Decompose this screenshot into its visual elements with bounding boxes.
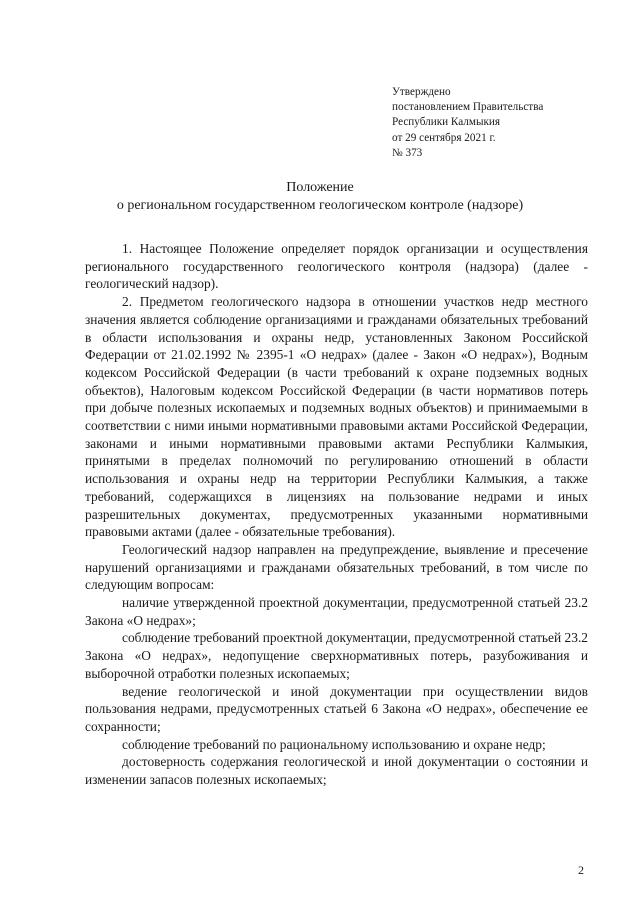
document-title: Положение xyxy=(286,180,354,195)
approval-line: Республики Калмыкия xyxy=(392,116,501,129)
paragraph: ведение геологической и иной документации при осуществлении видов пользования недрами, предусмотренных статьей 6 Закона «О недрах», обеспечение ее сохранности; xyxy=(85,683,588,734)
document-subtitle: о региональном государственном геологическом контроле (надзоре) xyxy=(116,198,524,213)
paragraph: Геологический надзор направлен на предупреждение, выявление и пресечение нарушений организациями и гражданами обязательных требований, в том числе по следующим вопросам: xyxy=(85,541,588,593)
paragraph: наличие утвержденной проектной документации, предусмотренной статьей 23.2 Закона «О недрах»; xyxy=(85,595,588,628)
paragraph: соблюдение требований проектной документации, предусмотренной статьей 23.2 Закона «О недрах», недопущение сверхнормативных потерь, разубоживания и выборочной отработки полезных ископаемых; xyxy=(85,630,588,681)
approval-date: от 29 сентября 2021 г. xyxy=(392,131,496,144)
approval-stamp xyxy=(392,85,543,161)
approval-number: № 373 xyxy=(392,146,423,159)
paragraph: соблюдение требований по рациональному использованию и охране недр; xyxy=(122,736,546,752)
paragraph: достоверность содержания геологической и иной документации о состоянии и изменении запасов полезных ископаемых; xyxy=(85,754,588,788)
page-number: 2 xyxy=(578,863,584,877)
document-body xyxy=(85,240,588,789)
paragraph: 2. Предметом геологического надзора в отношении участков недр местного значения является соблюдение организациями и гражданами обязательных требований в области использования и охраны недр, установленных Законом Российской Федерации от 21.02.1992 № 2395-1 «О недрах» (далее - Закон «О недрах»), Водным кодексом Российской Федерации (в части требований к охране подземных водных объектов), Налоговым кодексом Российской Федерации (в части нормативов потерь при добыче полезных ископаемых и подземных водных объектов) и принимаемыми в соответствии с ними иными нормативными правовыми актами Российской Федерации, законами и иными нормативными правовыми актами Республики Калмыкия, принятыми в пределах полномочий по регулированию отношений в области использования и охраны недр на территории Республики Калмыкия, а также требований, содержащихся в лицензиях на пользование недрами и иных разрешительных документах, предусмотренных указанными нормативными правовыми актами (далее - обязательные требования). xyxy=(85,294,588,540)
paragraph: 1. Настоящее Положение определяет порядок организации и осуществления регионального государственного геологического контроля (надзора) (далее - геологический надзор). xyxy=(85,241,588,292)
approval-line: Утверждено xyxy=(392,86,451,98)
approval-line: постановлением Правительства xyxy=(392,101,544,114)
